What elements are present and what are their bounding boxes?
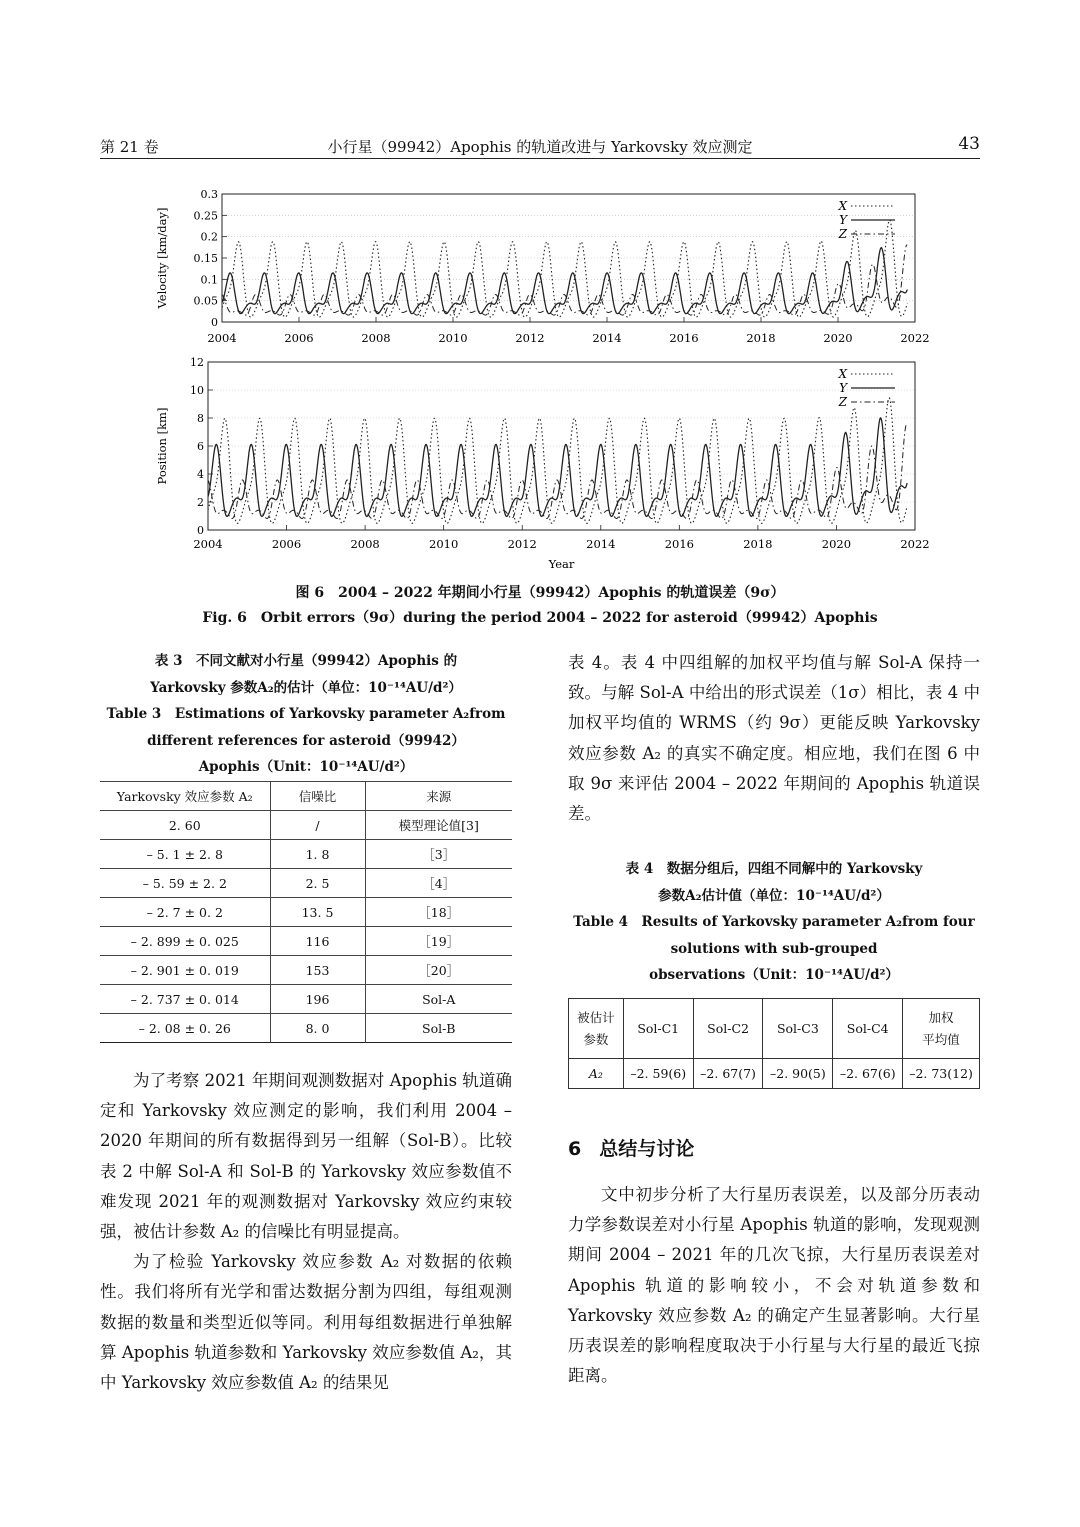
table-row: [100, 840, 512, 869]
table-row: [100, 898, 512, 927]
table-cell: ［20］: [365, 956, 512, 985]
table4-caption-cn-1: 表 4 数据分组后，四组不同解中的 Yarkovsky: [625, 861, 923, 877]
volume-label: 第 21 卷: [100, 138, 159, 156]
table3-caption-cn-1: 表 3 不同文献对小行星（99942）Apophis 的: [154, 653, 458, 669]
table-cell: 196: [270, 985, 365, 1014]
table-cell: – 5. 59 ± 2. 2: [100, 869, 270, 898]
table-cell: 153: [270, 956, 365, 985]
page-number: 43: [958, 134, 980, 154]
y-tick-label: 8: [197, 412, 204, 425]
table-header-cell: Sol-C1: [623, 999, 693, 1059]
left-column-text: [100, 1066, 512, 1398]
table-cell: A₂: [569, 1059, 624, 1089]
table-row: [100, 869, 512, 898]
series-line-y: [222, 248, 907, 314]
x-tick-label: 2008: [361, 331, 391, 345]
x-tick-label: 2016: [669, 331, 699, 345]
y-axis-label: Velocity [km/day]: [155, 207, 169, 309]
y-axis-label: Position [km]: [155, 407, 169, 485]
x-axis-label: Year: [548, 557, 575, 571]
section-number: 6: [568, 1138, 582, 1160]
table4-caption-en-1: Table 4 Results of Yarkovsky parameter A₂from four: [573, 914, 975, 930]
y-tick-label: 0.2: [200, 230, 218, 244]
table-cell: 2. 60: [100, 811, 270, 840]
y-tick-label: 0.25: [193, 209, 218, 223]
x-tick-label: 2010: [429, 537, 459, 551]
table4-caption-cn-2: 参数A₂估计值（单位：10⁻¹⁴AU/d²）: [658, 887, 890, 904]
table-row: [100, 985, 512, 1014]
table-cell: – 2. 899 ± 0. 025: [100, 927, 270, 956]
table-cell: ［3］: [365, 840, 512, 869]
paragraph: 为了检验 Yarkovsky 效应参数 A₂ 对数据的依赖性。我们将所有光学和雷达数据分割为四组，每组观测数据的数量和类型近似等同。利用每组数据进行单独解算 Apophis 轨道参数和 Yarkovsky 效应参数值 A₂，其中 Yarkovsky 效应参数值 A₂ 的结果见: [100, 1252, 512, 1393]
page-header: [100, 134, 980, 159]
param-header-1: 被估计: [577, 1009, 615, 1025]
table-3: [100, 781, 512, 1043]
x-tick-label: 2022: [900, 537, 930, 551]
table-cell: – 2. 08 ± 0. 26: [100, 1014, 270, 1043]
series-line-y: [208, 418, 907, 517]
param-header-2: 参数: [583, 1031, 609, 1047]
avg-header-1: 加权: [928, 1009, 954, 1025]
table-cell: – 2. 7 ± 0. 2: [100, 898, 270, 927]
x-tick-label: 2004: [193, 537, 223, 551]
x-tick-label: 2006: [284, 331, 314, 345]
figure-6-orbit-errors: [150, 182, 940, 574]
table3-caption-en-1: Table 3 Estimations of Yarkovsky parameter A₂from: [106, 706, 506, 722]
table-header-cell: [569, 999, 624, 1059]
x-tick-label: 2022: [900, 331, 930, 345]
x-tick-label: 2012: [507, 537, 537, 551]
table-header-cell: 来源: [365, 782, 512, 811]
chart-panel-1: [155, 188, 930, 345]
avg-header-2: 平均值: [922, 1031, 960, 1047]
table-cell: –2. 73(12): [903, 1059, 980, 1089]
running-title: 小行星（99942）Apophis 的轨道改进与 Yarkovsky 效应测定: [327, 138, 753, 156]
x-tick-label: 2014: [586, 537, 616, 551]
table-cell: 13. 5: [270, 898, 365, 927]
series-line-z: [222, 245, 907, 315]
paragraph: 文中初步分析了大行星历表误差，以及部分历表动力学参数误差对小行星 Apophis 轨道的影响，发现观测期间 2004 – 2021 年的几次飞掠，大行星历表误差对 Apophis 轨道的影响较小，不会对轨道参数和 Yarkovsky 效应参数 A₂ 的确定产生显著影响。大行星历表误差的影响程度取决于小行星与大行星的最近飞掠距离。: [568, 1185, 980, 1386]
table-cell: Sol-A: [365, 985, 512, 1014]
table3-caption-en-3: Apophis（Unit：10⁻¹⁴AU/d²）: [198, 759, 414, 775]
y-tick-label: 10: [190, 384, 204, 397]
y-tick-label: 0: [211, 316, 218, 329]
legend-label: Z: [838, 227, 847, 241]
table-cell: ［19］: [365, 927, 512, 956]
x-tick-label: 2016: [664, 537, 694, 551]
table-header-row: [100, 782, 512, 811]
x-tick-label: 2020: [821, 537, 852, 551]
table-cell: –2. 67(6): [833, 1059, 903, 1089]
table-cell: –2. 90(5): [763, 1059, 833, 1089]
y-tick-label: 2: [197, 496, 204, 509]
table-cell: – 2. 737 ± 0. 014: [100, 985, 270, 1014]
table4-caption: [568, 856, 980, 989]
y-tick-label: 6: [197, 440, 204, 453]
table3-caption-en-2: different references for asteroid（99942）: [147, 732, 465, 749]
legend-label: Z: [838, 395, 847, 409]
table-cell: 1. 8: [270, 840, 365, 869]
table-header-cell: [903, 999, 980, 1059]
x-tick-label: 2014: [592, 331, 622, 345]
table4-caption-en-2: solutions with sub-grouped: [670, 940, 878, 957]
table-header-cell: Sol-C3: [763, 999, 833, 1059]
table-cell: – 2. 901 ± 0. 019: [100, 956, 270, 985]
table-cell: /: [270, 811, 365, 840]
paragraph: 表 4。表 4 中四组解的加权平均值与解 Sol-A 保持一致。与解 Sol-A 中给出的形式误差（1σ）相比，表 4 中加权平均值的 WRMS（约 9σ）更能反映 Yarkovsky 效应参数 A₂ 的真实不确定度。相应地，我们在图 6 中取 9σ 来评估 2004 – 2022 年期间的 Apophis 轨道误差。: [568, 653, 980, 824]
table-header-cell: Sol-C2: [693, 999, 763, 1059]
figure-caption-en: Fig. 6 Orbit errors（9σ）during the period 2004 – 2022 for asteroid（99942）Apophis: [202, 610, 878, 626]
x-tick-label: 2018: [743, 537, 773, 551]
legend-label: Y: [839, 381, 847, 395]
table-cell: –2. 67(7): [693, 1059, 763, 1089]
table-4: [568, 998, 980, 1089]
table-row: [100, 811, 512, 840]
y-tick-label: 12: [190, 356, 204, 369]
x-tick-label: 2008: [350, 537, 380, 551]
y-tick-label: 0: [197, 524, 204, 537]
section-6-text: [568, 1180, 980, 1391]
table-cell: 116: [270, 927, 365, 956]
x-tick-label: 2018: [746, 331, 776, 345]
x-tick-label: 2006: [271, 537, 302, 551]
table-cell: ［18］: [365, 898, 512, 927]
series-line-z: [208, 424, 907, 518]
x-tick-label: 2010: [438, 331, 468, 345]
legend-label: Y: [839, 213, 847, 227]
table-cell: Sol-B: [365, 1014, 512, 1043]
x-tick-label: 2020: [823, 331, 853, 345]
section-6-heading: [568, 1134, 694, 1161]
series-line-x: [208, 398, 907, 524]
x-tick-label: 2012: [515, 331, 545, 345]
figure-caption-cn: 图 6 2004 – 2022 年期间小行星（99942）Apophis 的轨道误差（9σ）: [295, 585, 785, 601]
section-title: 总结与讨论: [599, 1138, 695, 1160]
table-row: [569, 1059, 980, 1089]
plot-frame: [222, 194, 915, 322]
table-header-cell: Yarkovsky 效应参数 A₂: [100, 782, 270, 811]
table3-caption: [100, 648, 512, 781]
table-row: [100, 1014, 512, 1043]
table-cell: –2. 59(6): [623, 1059, 693, 1089]
y-tick-label: 0.1: [200, 273, 218, 287]
y-tick-label: 0.15: [193, 252, 218, 265]
y-tick-label: 4: [197, 468, 204, 481]
table4-caption-en-3: observations（Unit：10⁻¹⁴AU/d²）: [649, 967, 899, 983]
table-cell: 8. 0: [270, 1014, 365, 1043]
legend-label: X: [838, 367, 847, 381]
table-header-row: [569, 999, 980, 1059]
legend-label: X: [838, 199, 847, 213]
table-cell: ［4］: [365, 869, 512, 898]
right-column-text: [568, 648, 980, 829]
table-cell: 模型理论值[3]: [365, 811, 512, 840]
table-cell: – 5. 1 ± 2. 8: [100, 840, 270, 869]
x-tick-label: 2004: [207, 331, 237, 345]
table-row: [100, 927, 512, 956]
y-tick-label: 0.3: [200, 188, 218, 201]
table-row: [100, 956, 512, 985]
table3-caption-cn-2: Yarkovsky 参数A₂的估计（单位：10⁻¹⁴AU/d²）: [150, 679, 462, 696]
y-tick-label: 0.05: [193, 294, 218, 308]
paragraph: 为了考察 2021 年期间观测数据对 Apophis 轨道确定和 Yarkovsky 效应测定的影响，我们利用 2004 – 2020 年期间的所有数据得到另一组解（Sol-B）。比较表 2 中解 Sol-A 和 Sol-B 的 Yarkovsky 效应参数值不难发现 2021 年的观测数据对 Yarkovsky 效应约束较强，被估计参数 A₂ 的信噪比有明显提高。: [100, 1071, 512, 1242]
table-cell: 2. 5: [270, 869, 365, 898]
chart-panel-2: [155, 356, 930, 571]
table-header-cell: Sol-C4: [833, 999, 903, 1059]
table-header-cell: 信噪比: [270, 782, 365, 811]
